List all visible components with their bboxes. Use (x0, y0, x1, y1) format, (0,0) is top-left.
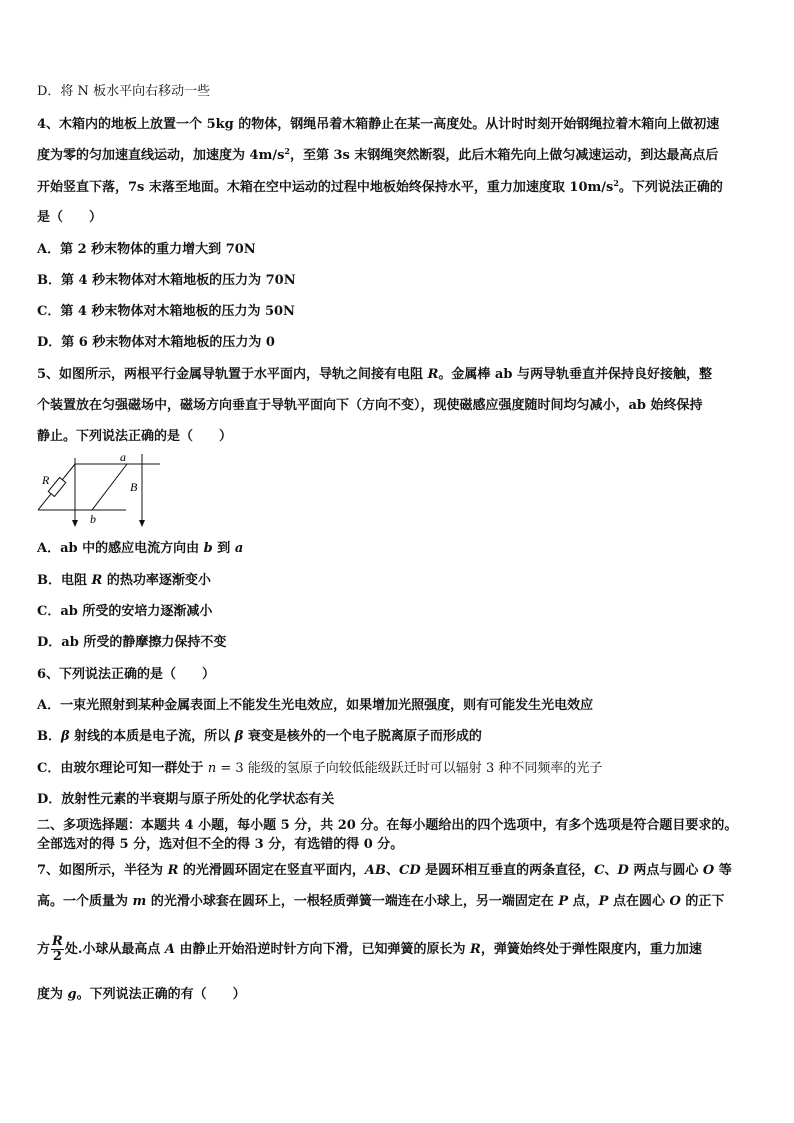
label-b-field: B (130, 480, 138, 494)
q4-option-b: B．第 4 秒末物体对木箱地板的压力为 70N (37, 273, 296, 288)
q7-stem-line4: 度为 g。下列说法正确的有（ ） (37, 987, 246, 1002)
q6-option-c: C．由玻尔理论可知一群处于 n = 3 能级的氢原子向较低能级跃迁时可以辐射 3 种不同频率的光子 (37, 761, 603, 776)
q4-option-a: A．第 2 秒末物体的重力增大到 70N (37, 242, 256, 257)
q6-option-d: D．放射性元素的半衰期与原子所处的化学状态有关 (37, 792, 335, 807)
q6-option-a: A．一束光照射到某种金属表面上不能发生光电效应，如果增加光照强度，则有可能发生光电效应 (37, 698, 594, 713)
section2-header-line2: 全部选对的得 5 分，选对但不全的得 3 分，有选错的得 0 分。 (37, 837, 404, 852)
q6-stem: 6、下列说法正确的是（ ） (37, 667, 216, 682)
q6-option-b: B．β 射线的本质是电子流，所以 β 衰变是核外的一个电子脱离原子而形成的 (37, 729, 482, 744)
q7-stem-line1: 7、如图所示，半径为 R 的光滑圆环固定在竖直平面内，AB、CD 是圆环相互垂直的两条直径，C、D 两点与圆心 O 等 (37, 863, 732, 878)
q5-stem-line3: 静止。下列说法正确的是（ ） (37, 429, 233, 444)
q5-option-c: C．ab 所受的安培力逐渐减小 (37, 604, 213, 619)
q4-stem-line2: 度为零的匀加速直线运动，加速度为 $4m/s^2$，至第 3s 末钢绳突然断裂，此后木箱先向上做匀减速运动，到达最高点后 (37, 146, 719, 163)
q5-stem-line2: 个装置放在匀强磁场中，磁场方向垂直于导轨平面向下（方向不变），现使磁感应强度随时间均匀减小，ab 始终保持 (37, 398, 703, 413)
q5-stem-line1: 5、如图所示，两根平行金属导轨置于水平面内，导轨之间接有电阻 R。金属棒 ab 与两导轨垂直并保持良好接触，整 (37, 367, 712, 382)
q4-option-c: C．第 4 秒末物体对木箱地板的压力为 50N (37, 304, 295, 319)
resistor (48, 477, 66, 496)
q5-option-b: B．电阻 R 的热功率逐渐变小 (37, 573, 211, 588)
arrow-down-icon (72, 520, 78, 527)
rod-ab (92, 464, 127, 510)
fraction-r-over-2: $\frac{R}{2}$ (52, 934, 63, 964)
label-a: a (120, 452, 126, 464)
label-b-point: b (90, 512, 96, 526)
circuit-figure (30, 452, 170, 534)
label-r: R (42, 473, 50, 487)
section2-header-line1: 二、多项选择题：本题共 4 小题，每小题 5 分，共 20 分。在每小题给出的四个选项中，有多个选项是符合题目要求的。 (37, 818, 738, 833)
q4-stem-line1: 4、木箱内的地板上放置一个 5kg 的物体，钢绳吊着木箱静止在某一高度处。从计时时刻开始钢绳拉着木箱向上做初速 (37, 117, 720, 132)
q4-stem-line4: 是（ ） (37, 210, 103, 225)
arrow-down-icon (139, 520, 145, 527)
q5-option-a: A．ab 中的感应电流方向由 b 到 a (37, 541, 244, 556)
q4-option-d: D．第 6 秒末物体对木箱地板的压力为 0 (37, 335, 275, 350)
q3-option-d: D．将 N 板水平向右移动一些 (37, 84, 211, 99)
q7-stem-line3: 方 $\frac{R}{2}$ 处.小球从最高点 A 由静止开始沿逆时针方向下滑，已知弹簧的原长为 R，弹簧始终处于弹性限度内，重力加速 (37, 934, 702, 964)
q7-stem-line2: 高。一个质量为 m 的光滑小球套在圆环上，一根轻质弹簧一端连在小球上，另一端固定在 P 点，P 点在圆心 O 的正下 (37, 894, 725, 909)
q4-stem-line3: 开始竖直下落，7s 末落至地面。木箱在空中运动的过程中地板始终保持水平，重力加速度取 $10m/s^2$。下列说法正确的 (37, 178, 723, 195)
q5-option-d: D．ab 所受的静摩擦力保持不变 (37, 635, 227, 650)
